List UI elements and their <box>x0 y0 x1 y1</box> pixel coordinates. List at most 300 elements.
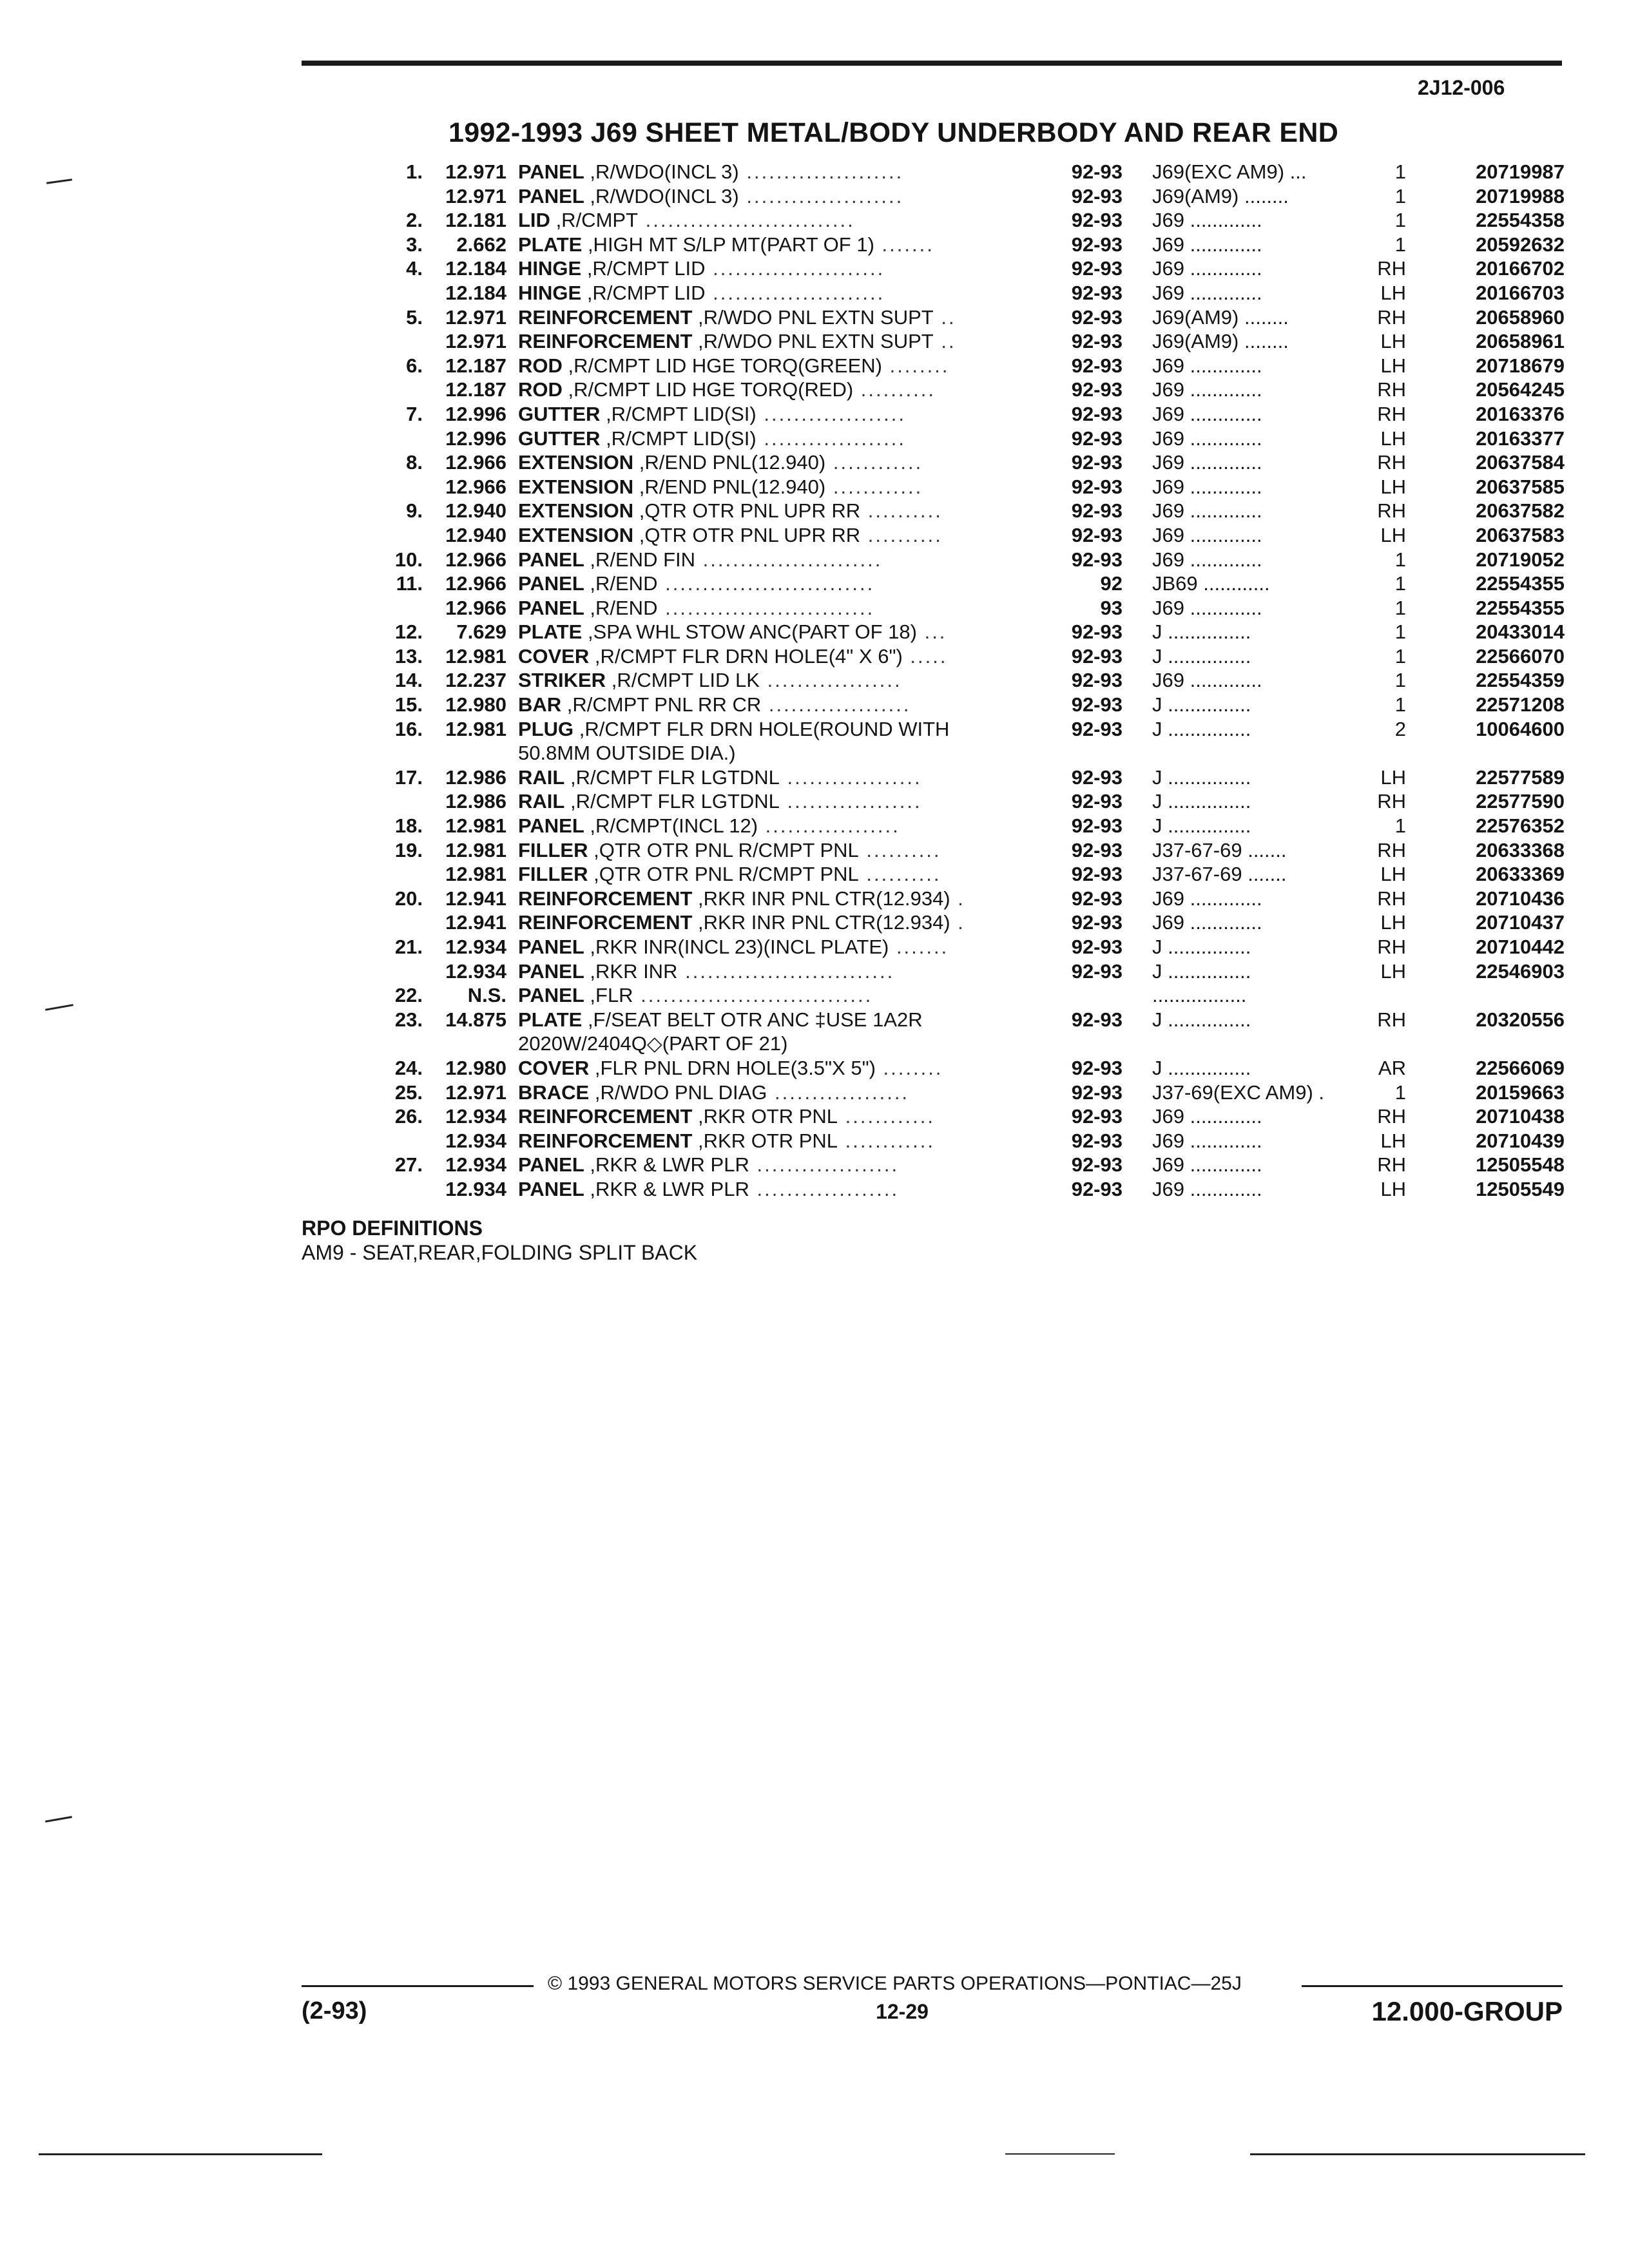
part-detail: ,RKR INR(INCL 23)(INCL PLATE) <box>590 936 889 958</box>
table-row <box>302 354 1565 378</box>
group-number: 12.966 <box>445 596 506 619</box>
part-number: 20637584 <box>1476 451 1565 474</box>
quantity: AR <box>1378 1056 1406 1079</box>
group-number: 12.184 <box>445 281 506 304</box>
part-detail: ,R/CMPT PNL RR CR <box>566 693 762 716</box>
part-detail: ,QTR OTR PNL R/CMPT PNL <box>593 863 859 886</box>
table-row <box>302 256 1565 281</box>
leader-dots: ............ <box>838 1105 936 1128</box>
part-name: BRACE <box>518 1081 590 1104</box>
part-detail: ,QTR OTR PNL R/CMPT PNL <box>593 838 859 861</box>
table-row <box>302 668 1565 693</box>
part-number: 20166702 <box>1476 257 1565 280</box>
part-description <box>518 1032 1349 1056</box>
part-name: EXTENSION <box>518 499 634 523</box>
table-row <box>302 523 1565 548</box>
table-row <box>302 208 1565 233</box>
part-number: 20710436 <box>1476 887 1565 910</box>
model-code: J37-69(EXC AM9) . <box>1152 1081 1325 1104</box>
model-year: 92-93 <box>1071 451 1123 474</box>
model-code: J69 ............. <box>1152 523 1262 546</box>
model-code: J37-67-69 ....... <box>1152 863 1287 886</box>
table-row <box>302 765 1565 790</box>
part-name: RAIL <box>518 765 565 789</box>
leader-dots: .................. <box>779 790 922 813</box>
model-year: 92-93 <box>1071 765 1123 789</box>
part-detail: ,RKR INR PNL CTR(12.934) <box>698 887 950 910</box>
part-detail: ,R/CMPT <box>555 209 638 232</box>
group-number: 12.981 <box>445 863 506 886</box>
part-name: PANEL <box>518 572 584 595</box>
model-code: J ............... <box>1152 765 1251 789</box>
quantity: 1 <box>1394 184 1406 207</box>
margin-mark <box>45 1004 73 1011</box>
footer-group: 12.000-GROUP <box>1371 1996 1563 2026</box>
model-year: 92-93 <box>1071 644 1123 668</box>
part-detail: ,R/CMPT FLR LGTDNL <box>570 765 780 789</box>
model-code: J69 ............. <box>1152 1129 1262 1152</box>
item-number: 13. <box>394 644 423 668</box>
leader-dots: ..................... <box>738 184 904 207</box>
leader-dots: ............................ <box>657 572 875 595</box>
group-number: 12.981 <box>445 644 506 668</box>
bottom-scan-line <box>1250 2153 1585 2155</box>
leader-dots: .. <box>933 305 956 329</box>
leader-dots: ............................ <box>638 209 855 232</box>
leader-dots: ....... <box>874 233 934 256</box>
group-number: 12.934 <box>445 1129 506 1152</box>
table-row <box>302 717 1565 742</box>
part-detail: ,R/WDO PNL DIAG <box>594 1081 767 1104</box>
part-detail: ,R/WDO(INCL 3) <box>590 184 739 207</box>
model-code: J37-67-69 ....... <box>1152 838 1287 861</box>
part-detail: ,R/WDO PNL EXTN SUPT <box>698 330 934 353</box>
table-row <box>302 184 1565 209</box>
part-detail: ,FLR <box>590 984 633 1007</box>
quantity: RH <box>1377 378 1406 401</box>
model-code: J ............... <box>1152 959 1251 983</box>
model-code: J69 ............. <box>1152 669 1262 692</box>
model-year: 92-93 <box>1071 378 1123 401</box>
part-detail: ,HIGH MT S/LP MT(PART OF 1) <box>587 233 874 256</box>
model-year: 92-93 <box>1071 1081 1123 1104</box>
part-detail: ,SPA WHL STOW ANC(PART OF 18) <box>587 620 917 644</box>
part-number: 20159663 <box>1476 1081 1565 1104</box>
table-row <box>302 910 1565 935</box>
table-row <box>302 305 1565 330</box>
part-detail: ,R/END PNL(12.940) <box>639 475 826 498</box>
leader-dots: .......... <box>858 863 941 886</box>
table-row <box>302 378 1565 402</box>
model-code: J69 ............. <box>1152 378 1262 401</box>
part-name: PANEL <box>518 596 584 619</box>
group-number: 12.940 <box>445 499 506 523</box>
part-name: PANEL <box>518 160 584 183</box>
part-name: PANEL <box>518 984 584 1007</box>
quantity: 1 <box>1394 233 1406 256</box>
quantity: 1 <box>1394 669 1406 692</box>
part-name: REINFORCEMENT <box>518 1105 693 1128</box>
leader-dots: .................. <box>758 814 900 838</box>
quantity: LH <box>1380 330 1406 353</box>
part-number: 20633368 <box>1476 838 1565 861</box>
item-number: 15. <box>394 693 423 716</box>
top-rule <box>302 61 1562 66</box>
part-number: 20710438 <box>1476 1105 1565 1128</box>
model-year: 92-93 <box>1071 620 1123 644</box>
rpo-definition: AM9 - SEAT,REAR,FOLDING SPLIT BACK <box>302 1241 698 1264</box>
model-year: 92 <box>1100 572 1123 595</box>
group-number: 12.181 <box>445 209 506 232</box>
model-year: 92-93 <box>1071 1056 1123 1079</box>
leader-dots: .................. <box>759 669 902 692</box>
group-number: 12.934 <box>445 936 506 958</box>
group-number: 2.662 <box>456 233 506 256</box>
part-detail: ,R/END <box>590 572 658 595</box>
model-year: 92-93 <box>1071 936 1123 958</box>
part-name: GUTTER <box>518 402 601 425</box>
part-number: 20637582 <box>1476 499 1565 523</box>
leader-dots: ........ <box>882 354 950 377</box>
part-name: PANEL <box>518 1177 584 1200</box>
item-number: 12. <box>394 620 423 644</box>
part-number: 20637585 <box>1476 475 1565 498</box>
model-code: J69(AM9) ........ <box>1152 330 1289 353</box>
leader-dots: .......... <box>853 378 936 401</box>
group-number: 7.629 <box>456 620 506 644</box>
part-detail: ,R/END <box>590 596 658 619</box>
item-number: 1. <box>406 160 423 183</box>
part-name: ROD <box>518 378 563 401</box>
model-code: J69(AM9) ........ <box>1152 305 1289 329</box>
quantity: RH <box>1377 499 1406 523</box>
model-year: 92-93 <box>1071 499 1123 523</box>
part-number: 20166703 <box>1476 281 1565 304</box>
part-name: FILLER <box>518 863 588 886</box>
part-number: 20633369 <box>1476 863 1565 886</box>
table-row <box>302 620 1565 644</box>
quantity: RH <box>1377 1153 1406 1177</box>
table-row <box>302 887 1565 911</box>
part-number: 20719988 <box>1476 184 1565 207</box>
part-number: 20163376 <box>1476 402 1565 425</box>
part-name: PANEL <box>518 548 584 571</box>
quantity: 1 <box>1394 160 1406 183</box>
item-number: 23. <box>394 1008 423 1031</box>
table-row <box>302 233 1565 257</box>
group-number: 12.184 <box>445 257 506 280</box>
quantity: LH <box>1380 959 1406 983</box>
table-row <box>302 814 1565 838</box>
part-number: 22554359 <box>1476 669 1565 692</box>
part-name: BAR <box>518 693 562 716</box>
part-number: 22554355 <box>1476 572 1565 595</box>
part-number: 20718679 <box>1476 354 1565 377</box>
quantity: LH <box>1380 765 1406 789</box>
item-number: 16. <box>394 717 423 740</box>
part-number: 22577589 <box>1476 765 1565 789</box>
quantity: LH <box>1380 281 1406 304</box>
quantity: RH <box>1377 451 1406 474</box>
leader-dots: ................... <box>756 427 906 450</box>
item-number: 19. <box>394 838 423 861</box>
leader-dots: ................... <box>761 693 911 716</box>
model-code: J69(AM9) ........ <box>1152 184 1289 207</box>
leader-dots: ........................ <box>695 548 883 571</box>
model-code: J69 ............. <box>1152 887 1262 910</box>
table-row <box>302 693 1565 717</box>
part-description <box>518 741 1349 765</box>
model-year: 92-93 <box>1071 790 1123 813</box>
footer-page-number: 12-29 <box>876 2000 929 2023</box>
group-number: 12.934 <box>445 1153 506 1177</box>
leader-dots: ................... <box>749 1177 900 1200</box>
page-code: 2J12-006 <box>1418 76 1505 99</box>
quantity: LH <box>1380 1177 1406 1200</box>
model-year: 92-93 <box>1071 257 1123 280</box>
part-name: STRIKER <box>518 669 606 692</box>
quantity: 1 <box>1394 644 1406 668</box>
quantity: 1 <box>1394 1081 1406 1104</box>
part-name: REINFORCEMENT <box>518 305 693 329</box>
table-row <box>302 160 1565 184</box>
group-number: 12.981 <box>445 814 506 838</box>
model-year: 92-93 <box>1071 1153 1123 1177</box>
model-year: 92-93 <box>1071 354 1123 377</box>
part-number: 20433014 <box>1476 620 1565 644</box>
item-number: 25. <box>394 1081 423 1104</box>
leader-dots: ....................... <box>705 257 885 280</box>
part-number: 20163377 <box>1476 427 1565 450</box>
model-year: 92-93 <box>1071 281 1123 304</box>
model-code: J ............... <box>1152 936 1251 958</box>
model-year: 92-93 <box>1071 233 1123 256</box>
quantity: LH <box>1380 354 1406 377</box>
model-year: 92-93 <box>1071 160 1123 183</box>
model-year: 92-93 <box>1071 305 1123 329</box>
part-detail: ,R/CMPT FLR DRN HOLE(ROUND WITH <box>579 717 950 740</box>
table-row <box>302 1056 1565 1081</box>
part-number: 20564245 <box>1476 378 1565 401</box>
footer-rule-left <box>302 1985 534 1987</box>
table-row <box>302 1104 1565 1129</box>
model-year: 92-93 <box>1071 330 1123 353</box>
part-name: PANEL <box>518 1153 584 1177</box>
table-row <box>302 499 1565 523</box>
model-code: J69 ............. <box>1152 596 1262 619</box>
table-row <box>302 548 1565 572</box>
part-number: 22566069 <box>1476 1056 1565 1079</box>
group-number: 12.980 <box>445 1056 506 1079</box>
group-number: 12.986 <box>445 765 506 789</box>
table-row <box>302 572 1565 596</box>
part-name: PANEL <box>518 184 584 207</box>
part-name: RAIL <box>518 790 565 813</box>
table-row <box>302 450 1565 475</box>
part-detail: 2020W/2404Q◇(PART OF 21) <box>518 1032 788 1055</box>
model-year: 92-93 <box>1071 838 1123 861</box>
table-row <box>302 281 1565 305</box>
item-number: 18. <box>394 814 423 838</box>
table-row <box>302 838 1565 863</box>
item-number: 9. <box>406 499 423 523</box>
part-number: 20710442 <box>1476 936 1565 958</box>
quantity: RH <box>1377 257 1406 280</box>
group-number: 12.934 <box>445 1177 506 1200</box>
part-detail: ,R/END FIN <box>590 548 696 571</box>
quantity: LH <box>1380 523 1406 546</box>
table-row <box>302 1008 1565 1032</box>
table-row <box>302 935 1565 959</box>
part-name: ROD <box>518 354 563 377</box>
quantity: 1 <box>1394 596 1406 619</box>
model-code: J69 ............. <box>1152 257 1262 280</box>
model-code: J ............... <box>1152 717 1251 740</box>
part-detail: ,R/CMPT FLR LGTDNL <box>570 790 780 813</box>
part-name: REINFORCEMENT <box>518 1129 693 1152</box>
footer-copyright: © 1993 GENERAL MOTORS SERVICE PARTS OPERATIONS—PONTIAC—25J <box>548 1973 1242 1994</box>
part-number: 20719052 <box>1476 548 1565 571</box>
leader-dots: ................... <box>756 402 906 425</box>
model-code: J69 ............. <box>1152 233 1262 256</box>
table-row <box>302 983 1565 1008</box>
part-number: 20710439 <box>1476 1129 1565 1152</box>
part-detail: ,R/CMPT LID(SI) <box>606 402 757 425</box>
part-number: 20592632 <box>1476 233 1565 256</box>
item-number: 11. <box>396 572 423 595</box>
model-code: J69 ............. <box>1152 354 1262 377</box>
item-number: 24. <box>394 1056 423 1079</box>
table-row <box>302 644 1565 669</box>
table-row <box>302 475 1565 499</box>
part-detail: ,R/CMPT LID(SI) <box>606 427 757 450</box>
table-row <box>302 1153 1565 1177</box>
table-row <box>302 1129 1565 1153</box>
leader-dots: ............ <box>838 1129 936 1152</box>
part-detail: ,R/CMPT(INCL 12) <box>590 814 758 838</box>
part-number: 20710437 <box>1476 911 1565 934</box>
model-year: 92-93 <box>1071 427 1123 450</box>
group-number: 12.941 <box>445 911 506 934</box>
group-number: 12.971 <box>445 1081 506 1104</box>
part-number: 20320556 <box>1476 1008 1565 1031</box>
quantity: 1 <box>1394 209 1406 232</box>
table-row <box>302 402 1565 427</box>
part-detail: 50.8MM OUTSIDE DIA.) <box>518 742 736 765</box>
margin-mark <box>45 1816 72 1822</box>
part-detail: ,RKR INR <box>590 959 678 983</box>
table-row <box>302 959 1565 984</box>
bottom-scan-line <box>39 2153 322 2155</box>
item-number: 22. <box>394 984 423 1007</box>
group-number: 12.980 <box>445 693 506 716</box>
margin-mark <box>46 178 72 184</box>
model-year: 92-93 <box>1071 209 1123 232</box>
item-number: 17. <box>394 765 423 789</box>
group-number: 14.875 <box>445 1008 506 1031</box>
part-detail: ,RKR & LWR PLR <box>590 1177 749 1200</box>
quantity: RH <box>1377 305 1406 329</box>
parts-table <box>302 160 1565 1202</box>
group-number: 12.966 <box>445 548 506 571</box>
part-name: PANEL <box>518 959 584 983</box>
group-number: 12.971 <box>445 160 506 183</box>
item-number: 14. <box>394 669 423 692</box>
model-code: J69 ............. <box>1152 281 1262 304</box>
part-name: PLATE <box>518 620 583 644</box>
part-number: 22546903 <box>1476 959 1565 983</box>
leader-dots: ................... <box>749 1153 900 1177</box>
model-year: 92-93 <box>1071 887 1123 910</box>
table-row <box>302 1177 1565 1202</box>
part-detail: ,RKR INR PNL CTR(12.934) <box>698 911 950 934</box>
model-code: J69 ............. <box>1152 911 1262 934</box>
model-year: 92-93 <box>1071 184 1123 207</box>
table-row <box>302 329 1565 354</box>
part-detail: ,RKR OTR PNL <box>698 1129 838 1152</box>
model-code: J ............... <box>1152 790 1251 813</box>
item-number: 20. <box>394 887 423 910</box>
leader-dots: ..... <box>902 644 948 668</box>
group-number: 12.966 <box>445 572 506 595</box>
quantity: 1 <box>1394 548 1406 571</box>
model-code: J69 ............. <box>1152 427 1262 450</box>
part-detail: ,R/CMPT FLR DRN HOLE(4" X 6") <box>594 644 903 668</box>
item-number: 8. <box>406 451 423 474</box>
model-code: J ............... <box>1152 644 1251 668</box>
part-number: 20658960 <box>1476 305 1565 329</box>
group-number: 12.187 <box>445 354 506 377</box>
leader-dots: ....................... <box>705 281 885 304</box>
part-detail: ,R/CMPT LID HGE TORQ(GREEN) <box>568 354 882 377</box>
quantity: 1 <box>1394 693 1406 716</box>
part-number: 22566070 <box>1476 644 1565 668</box>
group-number: 12.996 <box>445 427 506 450</box>
model-code: J69 ............. <box>1152 209 1262 232</box>
model-year: 92-93 <box>1071 693 1123 716</box>
item-number: 26. <box>394 1105 423 1128</box>
item-number: 21. <box>394 936 423 958</box>
leader-dots: ........ <box>875 1056 943 1079</box>
table-row <box>302 862 1565 887</box>
table-row <box>302 789 1565 814</box>
table-row <box>302 427 1565 451</box>
part-detail: ,R/END PNL(12.940) <box>639 451 826 474</box>
group-number: 12.996 <box>445 402 506 425</box>
model-code: J69 ............. <box>1152 1177 1262 1200</box>
item-number: 7. <box>406 402 423 425</box>
part-name: REINFORCEMENT <box>518 887 693 910</box>
part-name: GUTTER <box>518 427 601 450</box>
bottom-scan-line <box>1005 2153 1115 2155</box>
part-detail: ,FLR PNL DRN HOLE(3.5"X 5") <box>594 1056 876 1079</box>
part-detail: ,R/CMPT LID HGE TORQ(RED) <box>568 378 854 401</box>
part-detail: ,R/WDO(INCL 3) <box>590 160 739 183</box>
leader-dots: ............................ <box>677 959 895 983</box>
part-detail: ,R/CMPT LID <box>586 257 706 280</box>
rpo-title: RPO DEFINITIONS <box>302 1216 483 1240</box>
part-detail: ,QTR OTR PNL UPR RR <box>639 499 861 523</box>
group-number: 12.966 <box>445 475 506 498</box>
item-number: 27. <box>394 1153 423 1177</box>
part-detail: ,F/SEAT BELT OTR ANC ‡USE 1A2R <box>587 1008 923 1031</box>
part-number: 20637583 <box>1476 523 1565 546</box>
part-name: REINFORCEMENT <box>518 911 693 934</box>
leader-dots: .......... <box>860 499 943 523</box>
model-code: J69 ............. <box>1152 548 1262 571</box>
quantity: RH <box>1377 887 1406 910</box>
model-code: J69 ............. <box>1152 451 1262 474</box>
